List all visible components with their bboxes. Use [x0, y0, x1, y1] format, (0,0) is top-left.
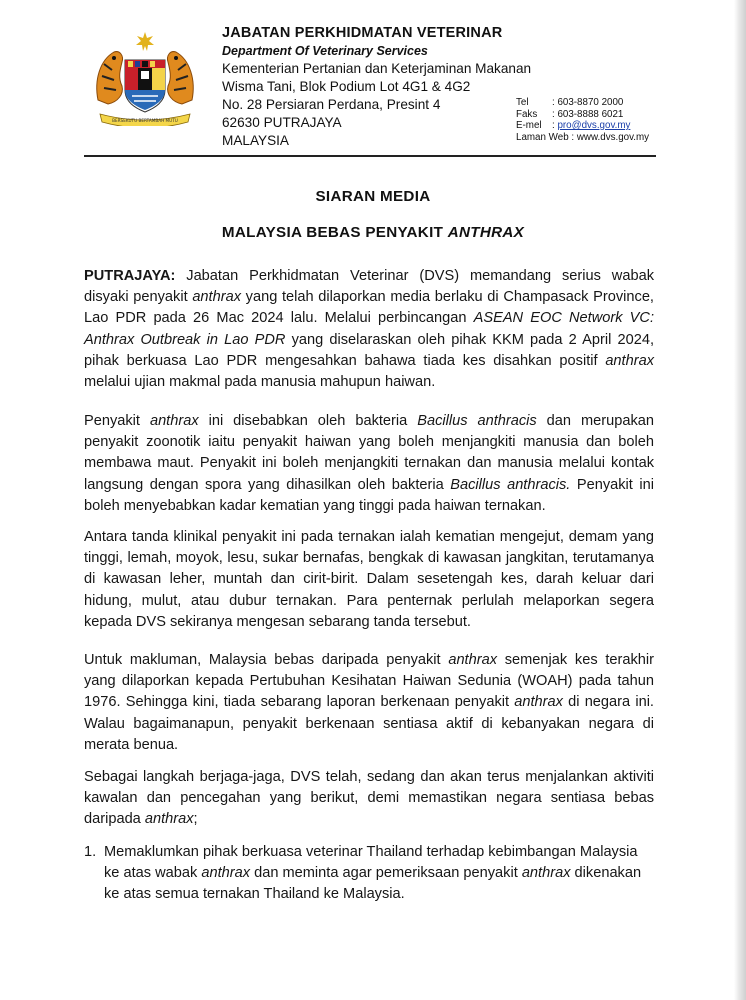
italic-term: anthrax	[521, 865, 571, 882]
italic-term: anthrax	[514, 694, 563, 711]
country: MALAYSIA	[222, 133, 289, 148]
contact-fax	[516, 109, 649, 121]
email-separator: :	[552, 120, 555, 131]
list-number: 1.	[84, 844, 97, 860]
title-emphasis: ANTHRAX	[447, 224, 525, 241]
list-text	[104, 842, 644, 906]
title-text: MALAYSIA BEBAS PENYAKIT	[221, 224, 448, 241]
text-segment: Untuk makluman, Malaysia bebas daripada penyakit	[84, 652, 449, 668]
letterhead	[222, 24, 531, 150]
department-name-english: Department Of Veterinary Services	[222, 44, 428, 58]
contact-web	[516, 132, 649, 144]
text-segment: Penyakit	[84, 413, 150, 429]
address-line-2: No. 28 Persiaran Perdana, Presint 4	[222, 97, 441, 112]
text-segment: melalui ujian makmal pada manusia mahupun haiwan.	[84, 374, 436, 391]
page-edge-shadow	[734, 0, 746, 1000]
document-heading: SIARAN MEDIA	[315, 188, 431, 205]
crest-motto: BERSEKUTU BERTAMBAH MUTU	[112, 118, 178, 123]
fax-label: Faks	[516, 108, 538, 120]
text-segment: Memaklumkan pihak berkuasa veterinar Thailand terhadap kebimbangan Malaysia ke atas wabak	[104, 844, 638, 882]
paragraph-4	[84, 650, 654, 756]
malaysia-coat-of-arms-icon	[92, 30, 198, 126]
text-segment: ;	[193, 811, 198, 828]
paragraph-5	[84, 767, 654, 831]
list-item	[84, 842, 656, 906]
contact-details	[516, 97, 649, 143]
italic-term: anthrax	[192, 289, 241, 306]
text-segment: Sebagai langkah berjaga-jaga, DVS telah, sedang dan akan terus menjalankan aktiviti kawalan dan pencegahan yang berikut, demi memastikan negara sentiasa bebas daripada	[84, 769, 654, 828]
paragraph-2	[84, 411, 654, 517]
italic-term: ASEAN EOC Network VC: Anthrax Outbreak in Lao PDR	[84, 310, 654, 348]
italic-term: anthrax	[149, 413, 199, 429]
web-label: Laman Web	[516, 131, 569, 143]
italic-term: Bacillus anthracis	[417, 413, 537, 429]
header-divider	[84, 155, 656, 157]
email-link[interactable]: pro@dvs.gov.my	[557, 120, 631, 131]
tel-label: Tel	[516, 97, 529, 108]
ministry-name: Kementerian Pertanian dan Keterjaminan Makanan	[222, 61, 532, 76]
text-segment: yang telah dilaporkan media berlaku di Champasack Province, Lao PDR pada 26 Mac 2024 lalu. Melalui perbincangan	[84, 289, 654, 327]
italic-term: anthrax	[201, 865, 251, 882]
fax-value: : 603-8888 6021	[552, 108, 624, 120]
italic-term: anthrax	[448, 652, 498, 668]
italic-term: Bacillus anthracis.	[450, 476, 571, 493]
italic-term: anthrax	[605, 352, 654, 369]
web-value: : www.dvs.gov.my	[571, 131, 650, 143]
text-segment: di negara ini. Walau bagaimanapun, penyakit berkenaan sentiasa aktif di kebanyakan negara di merata benua.	[84, 694, 654, 753]
dateline: PUTRAJAYA:	[84, 268, 176, 284]
text-segment: dan meminta agar pemeriksaan penyakit	[250, 865, 522, 882]
text-segment: Penyakit ini boleh menyebabkan kadar kematian yang tinggi pada haiwan ternakan.	[84, 476, 654, 514]
text-segment: Jabatan Perkhidmatan Veterinar (DVS) memandang serius wabak disyaki penyakit	[84, 268, 654, 306]
paragraph-3: Antara tanda klinikal penyakit ini pada ternakan ialah kematian mengejut, demam yang tinggi, lemah, moyok, lesu, sukar bernafas, bengkak di kawasan jangkitan, terutamanya di kawasan leher, muntah dan cirit-birit. Dalam sesetengah kes, darah keluar dari hidung, mulut, atau dubur ternakan. Para penternak perlulah melaporkan segera kepada DVS sekiranya mengesan sebarang tanda tersebut.	[84, 529, 654, 630]
email-label: E-mel	[516, 120, 542, 131]
tel-value: : 603-8870 2000	[552, 97, 624, 108]
postcode-city: 62630 PUTRAJAYA	[222, 115, 342, 130]
italic-term: anthrax	[144, 811, 194, 828]
address-line-1: Wisma Tani, Blok Podium Lot 4G1 & 4G2	[222, 79, 471, 94]
text-segment: semenjak kes terakhir yang dilaporkan kepada Pertubuhan Kesihatan Haiwan Sedunia (WOAH) pada tahun 1976. Sehingga kini, tiada sebarang laporan berkenaan penyakit	[84, 652, 655, 711]
text-segment: dan merupakan penyakit zoonotik iaitu penyakit haiwan yang boleh menjangkiti manusia dan boleh membawa maut. Penyakit ini boleh menjangkiti ternakan dan manusia melalui kontak langsung dengan spora yang dihasilkan oleh bakteria	[84, 413, 654, 493]
document-title	[0, 224, 746, 241]
paragraph-1	[84, 266, 654, 393]
contact-tel	[516, 97, 649, 109]
text-segment: ini disebabkan oleh bakteria	[198, 413, 418, 429]
contact-email	[516, 120, 649, 132]
department-name-malay: JABATAN PERKHIDMATAN VETERINAR	[222, 25, 503, 41]
text-segment: yang diselaraskan oleh pihak KKM pada 2 April 2024, pihak berkuasa Lao PDR mengesahkan bahawa tiada kes disahkan positif	[84, 331, 654, 369]
text-segment: dikenakan ke atas semua ternakan Thailand ke Malaysia.	[104, 865, 642, 903]
